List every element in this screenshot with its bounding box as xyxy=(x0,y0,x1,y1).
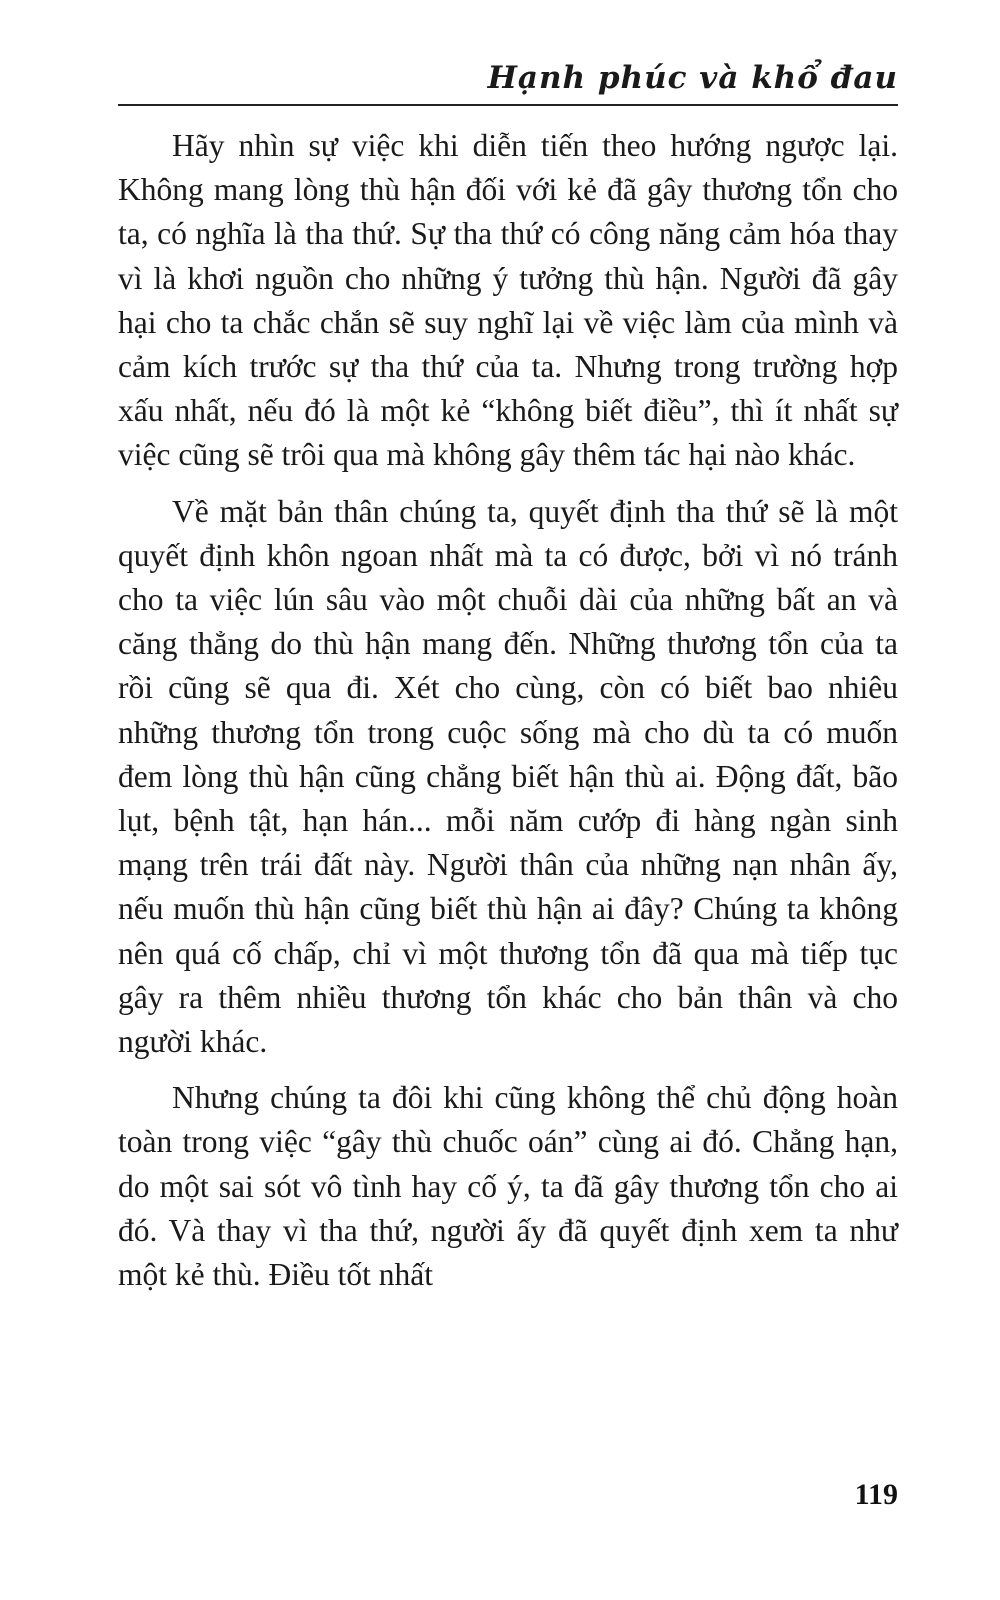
body-text xyxy=(118,124,898,1309)
paragraph: Về mặt bản thân chúng ta, quyết định tha thứ sẽ là một quyết định khôn ngoan nhất mà ta có được, bởi vì nó tránh cho ta việc lún sâu vào một chuỗi dài của những bất an và căng thẳng do thù hận mang đến. Những thương tổn của ta rồi cũng sẽ qua đi. Xét cho cùng, còn có biết bao nhiêu những thương tổn trong cuộc sống mà cho dù ta có muốn đem lòng thù hận cũng chẳng biết hận thù ai. Động đất, bão lụt, bệnh tật, hạn hán... mỗi năm cướp đi hàng ngàn sinh mạng trên trái đất này. Người thân của những nạn nhân ấy, nếu muốn thù hận cũng biết thù hận ai đây? Chúng ta không nên quá cố chấp, chỉ vì một thương tổn đã qua mà tiếp tục gây ra thêm nhiều thương tổn khác cho bản thân và cho người khác. xyxy=(118,493,898,1060)
paragraph: Nhưng chúng ta đôi khi cũng không thể chủ động hoàn toàn trong việc “gây thù chuốc oán” cùng ai đó. Chẳng hạn, do một sai sót vô tình hay cố ý, ta đã gây thương tổn cho ai đó. Và thay vì tha thứ, người ấy đã quyết định xem ta như một kẻ thù. Điều tốt nhất xyxy=(118,1080,898,1293)
running-header xyxy=(118,56,898,106)
running-header-title: Hạnh phúc và khổ đau xyxy=(487,60,898,96)
paragraph: Hãy nhìn sự việc khi diễn tiến theo hướng ngược lại. Không mang lòng thù hận đối với kẻ đã gây thương tổn cho ta, có nghĩa là tha thứ. Sự tha thứ có công năng cảm hóa thay vì là khơi nguồn cho những ý tưởng thù hận. Người đã gây hại cho ta chắc chắn sẽ suy nghĩ lại về việc làm của mình và cảm kích trước sự tha thứ của ta. Nhưng trong trường hợp xấu nhất, nếu đó là một kẻ “không biết điều”, thì ít nhất sự việc cũng sẽ trôi qua mà không gây thêm tác hại nào khác. xyxy=(118,128,898,473)
page-number: 119 xyxy=(854,1478,898,1511)
